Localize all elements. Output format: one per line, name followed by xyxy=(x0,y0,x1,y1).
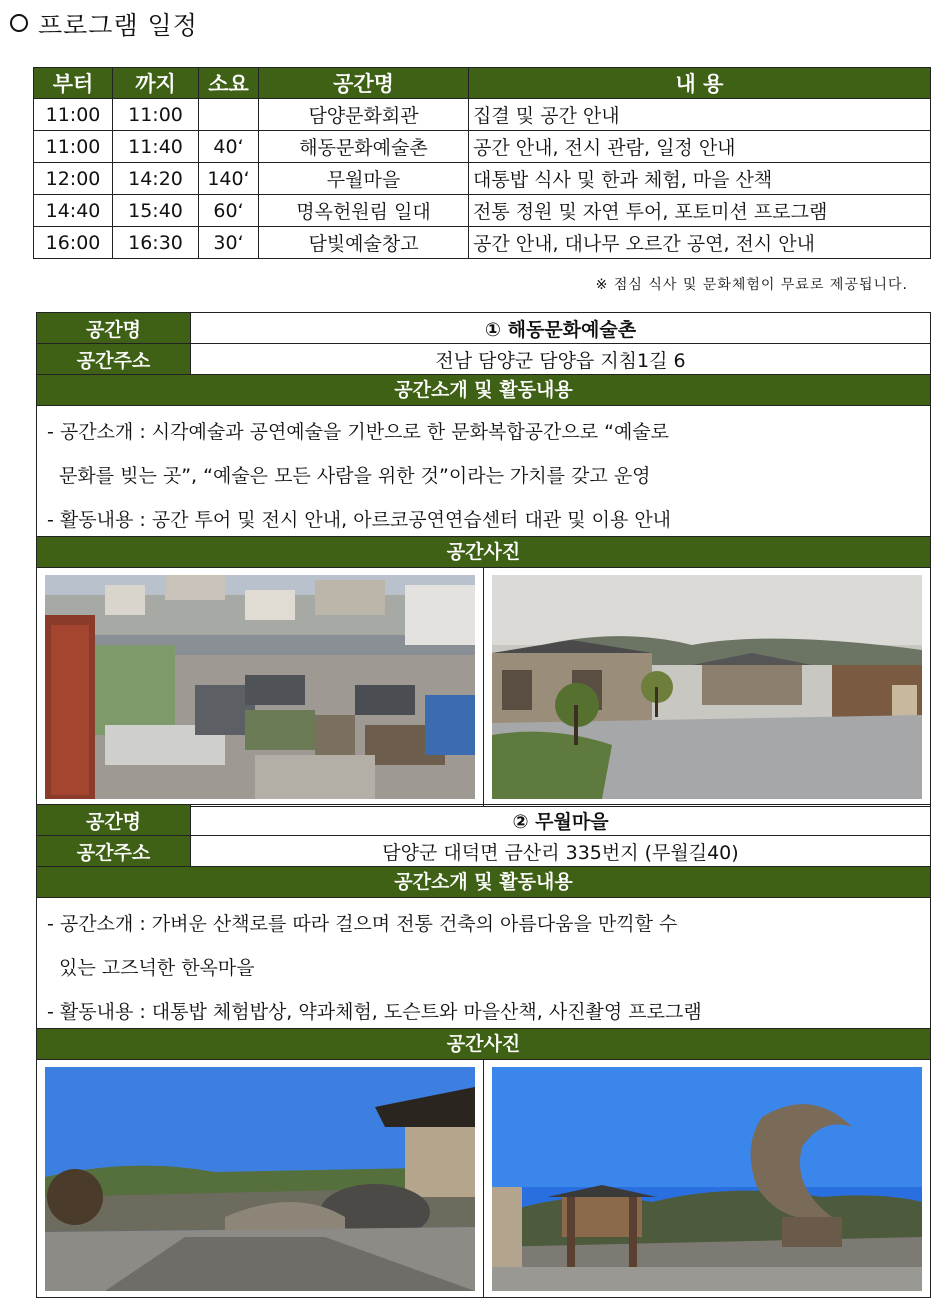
cell-duration: 30‘ xyxy=(199,227,259,259)
table-row xyxy=(34,195,931,227)
cell-content: 집결 및 공간 안내 xyxy=(469,99,931,131)
space-address-label: 공간주소 xyxy=(37,344,191,374)
header-space: 공간명 xyxy=(259,68,469,99)
header-start: 부터 xyxy=(34,68,113,99)
village-aerial-photo xyxy=(45,575,475,799)
section-title xyxy=(10,6,198,42)
space-section-1 xyxy=(36,312,931,807)
cell-start: 14:40 xyxy=(34,195,113,227)
header-end: 까지 xyxy=(113,68,199,99)
schedule-table xyxy=(33,67,931,259)
header-content: 내 용 xyxy=(469,68,931,99)
cell-duration: 40‘ xyxy=(199,131,259,163)
table-row xyxy=(34,227,931,259)
cell-end: 14:20 xyxy=(113,163,199,195)
cell-content: 공간 안내, 대나무 오르간 공연, 전시 안내 xyxy=(469,227,931,259)
cell-space: 무월마을 xyxy=(259,163,469,195)
circle-bullet-icon xyxy=(10,14,28,32)
intro-activity-header: 공간소개 및 활동내용 xyxy=(37,375,930,406)
table-row xyxy=(34,163,931,195)
hanok-stone-wall-photo xyxy=(45,1067,475,1291)
cell-space: 명옥헌원림 일대 xyxy=(259,195,469,227)
cell-start: 12:00 xyxy=(34,163,113,195)
intro-line: - 공간소개 : 가벼운 산책로를 따라 걸으며 전통 건축의 아름다움을 만끽할 수 xyxy=(47,913,678,935)
cell-space: 담양문화회관 xyxy=(259,99,469,131)
photos-header: 공간사진 xyxy=(37,1029,930,1060)
table-row xyxy=(34,99,931,131)
cell-end: 16:30 xyxy=(113,227,199,259)
space-address-value: 담양군 대덕면 금산리 335번지 (무월길40) xyxy=(382,841,739,864)
cell-content: 전통 정원 및 자연 투어, 포토미션 프로그램 xyxy=(469,195,931,227)
header-duration: 소요 xyxy=(199,68,259,99)
space-section-2 xyxy=(36,804,931,1298)
photo-row xyxy=(37,1060,930,1297)
activity-line: - 활동내용 : 공간 투어 및 전시 안내, 아르코공연연습센터 대관 및 이용 안내 xyxy=(47,509,672,531)
section-title-text: 프로그램 일정 xyxy=(38,11,198,40)
intro-line: 있는 고즈넉한 한옥마을 xyxy=(59,957,255,979)
space-name-value: ① 해동문화예술촌 xyxy=(484,318,637,341)
cell-end: 11:00 xyxy=(113,99,199,131)
cell-duration: 60‘ xyxy=(199,195,259,227)
photo-row xyxy=(37,568,930,806)
cell-end: 15:40 xyxy=(113,195,199,227)
village-gate-moon-sign-photo xyxy=(492,1067,922,1291)
space-name-label: 공간명 xyxy=(37,805,191,835)
intro-activity-header: 공간소개 및 활동내용 xyxy=(37,867,930,898)
space-address-label: 공간주소 xyxy=(37,836,191,866)
cell-space: 해동문화예술촌 xyxy=(259,131,469,163)
space-name-value: ② 무월마을 xyxy=(512,810,609,833)
photo-cell xyxy=(483,1060,930,1297)
cell-duration: 140‘ xyxy=(199,163,259,195)
intro-line: - 공간소개 : 시각예술과 공연예술을 기반으로 한 문화복합공간으로 “예술로 xyxy=(47,421,670,443)
activity-line: - 활동내용 : 대통밥 체험밥상, 약과체험, 도슨트와 마을산책, 사진촬영 프로그램 xyxy=(47,1001,702,1023)
art-village-courtyard-photo xyxy=(492,575,922,799)
space-name-label: 공간명 xyxy=(37,313,191,343)
photo-cell xyxy=(37,568,483,806)
photo-cell xyxy=(483,568,930,806)
space-description xyxy=(37,898,930,1029)
intro-line: 문화를 빚는 곳”, “예술은 모든 사람을 위한 것”이라는 가치를 갖고 운영 xyxy=(59,465,651,487)
photos-header: 공간사진 xyxy=(37,537,930,568)
table-row xyxy=(34,131,931,163)
space-description xyxy=(37,406,930,537)
cell-start: 16:00 xyxy=(34,227,113,259)
schedule-header-row xyxy=(34,68,931,99)
cell-end: 11:40 xyxy=(113,131,199,163)
cell-start: 11:00 xyxy=(34,131,113,163)
cell-space: 담빛예술창고 xyxy=(259,227,469,259)
cell-content: 공간 안내, 전시 관람, 일정 안내 xyxy=(469,131,931,163)
cell-start: 11:00 xyxy=(34,99,113,131)
schedule-note: ※ 점심 식사 및 문화체험이 무료로 제공됩니다. xyxy=(595,277,908,293)
photo-cell xyxy=(37,1060,483,1297)
space-address-value: 전남 담양군 담양읍 지침1길 6 xyxy=(435,349,686,372)
cell-duration xyxy=(199,99,259,131)
cell-content: 대통밥 식사 및 한과 체험, 마을 산책 xyxy=(469,163,931,195)
